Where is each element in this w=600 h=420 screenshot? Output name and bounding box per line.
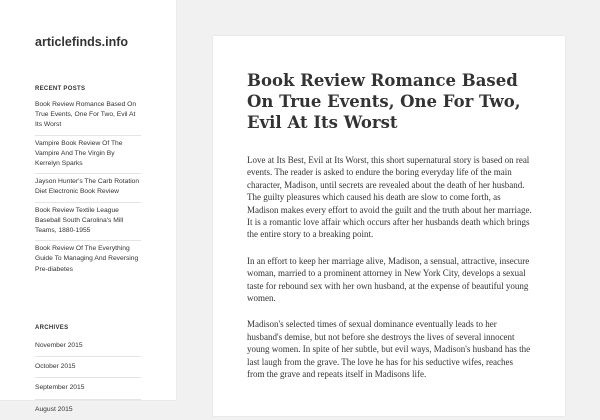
recent-posts-list [35, 100, 141, 279]
recent-post-link[interactable]: Book Review Textile League Baseball South Carolina's Mill Teams, 1880-1955 [35, 206, 124, 235]
list-item [35, 339, 141, 356]
recent-post-link[interactable]: Vampire Book Review Of The Vampire And The Virgin By Kerrelyn Sparks [35, 139, 123, 168]
sidebar [0, 0, 176, 413]
list-item [35, 100, 141, 135]
post-title: Book Review Romance Based On True Events, One For Two, Evil At Its Worst [247, 71, 521, 132]
recent-posts-widget [35, 86, 141, 279]
list-item [35, 356, 141, 377]
recent-post-link[interactable]: Jayson Hunter's The Carb Rotation Diet Electronic Book Review [35, 178, 140, 196]
post-body [247, 154, 532, 395]
site-title-link[interactable]: articlefinds.info [35, 35, 129, 49]
recent-post-link[interactable]: Book Review Of The Everything Guide To Managing And Reversing Pre-diabetes [35, 245, 139, 273]
list-item [35, 399, 141, 420]
archive-link[interactable]: November 2015 [35, 342, 83, 349]
list-item [35, 240, 141, 279]
list-item [35, 135, 141, 174]
archive-link[interactable]: August 2015 [35, 405, 73, 413]
archive-link[interactable]: September 2015 [35, 384, 85, 392]
post-paragraph: Love at Its Best, Evil at Its Worst, this short supernatural story is based on real events. The reader is asked to endure the boring everyday life of the main character, Madison, until secrets are revealed about the death of her husband. The guilty pleasures which caused his death are slow to come forth, as Madison makes every effort to avoid the guilt and the truth about her marriage. It is a romantic love affair which occurs after her husbands death which brings the entire story to a breaking point. [247, 155, 532, 240]
list-item [35, 173, 141, 201]
recent-posts-heading: RECENT POSTS [35, 86, 86, 92]
recent-post-link[interactable]: Book Review Romance Based On True Events, One For Two, Evil At Its Worst [35, 101, 137, 129]
post-paragraph: In an effort to keep her marriage alive, Madison, a sensual, attractive, insecure woman, married to a prominent attorney in New York City, develops a sexual taste for rebound sex with her own husband, at the expense of beautiful young women. [247, 255, 530, 304]
list-item [35, 377, 141, 398]
post-card [213, 36, 565, 416]
archives-heading: ARCHIVES [35, 325, 69, 331]
list-item [35, 202, 141, 241]
archives-widget [35, 325, 141, 420]
archive-link[interactable]: October 2015 [35, 363, 76, 371]
post-paragraph: Madison's selected times of sexual dominance eventually leads to her husband's demise, but not before she destroys the lives of several innocent young women. In spite of her subtle, but evil ways, Madison's husband has the last laugh from the grave. The love he has for his seductive wifes, reaches from the grave and repeats itself in Madisons life. [247, 319, 531, 380]
archives-list [35, 339, 141, 420]
